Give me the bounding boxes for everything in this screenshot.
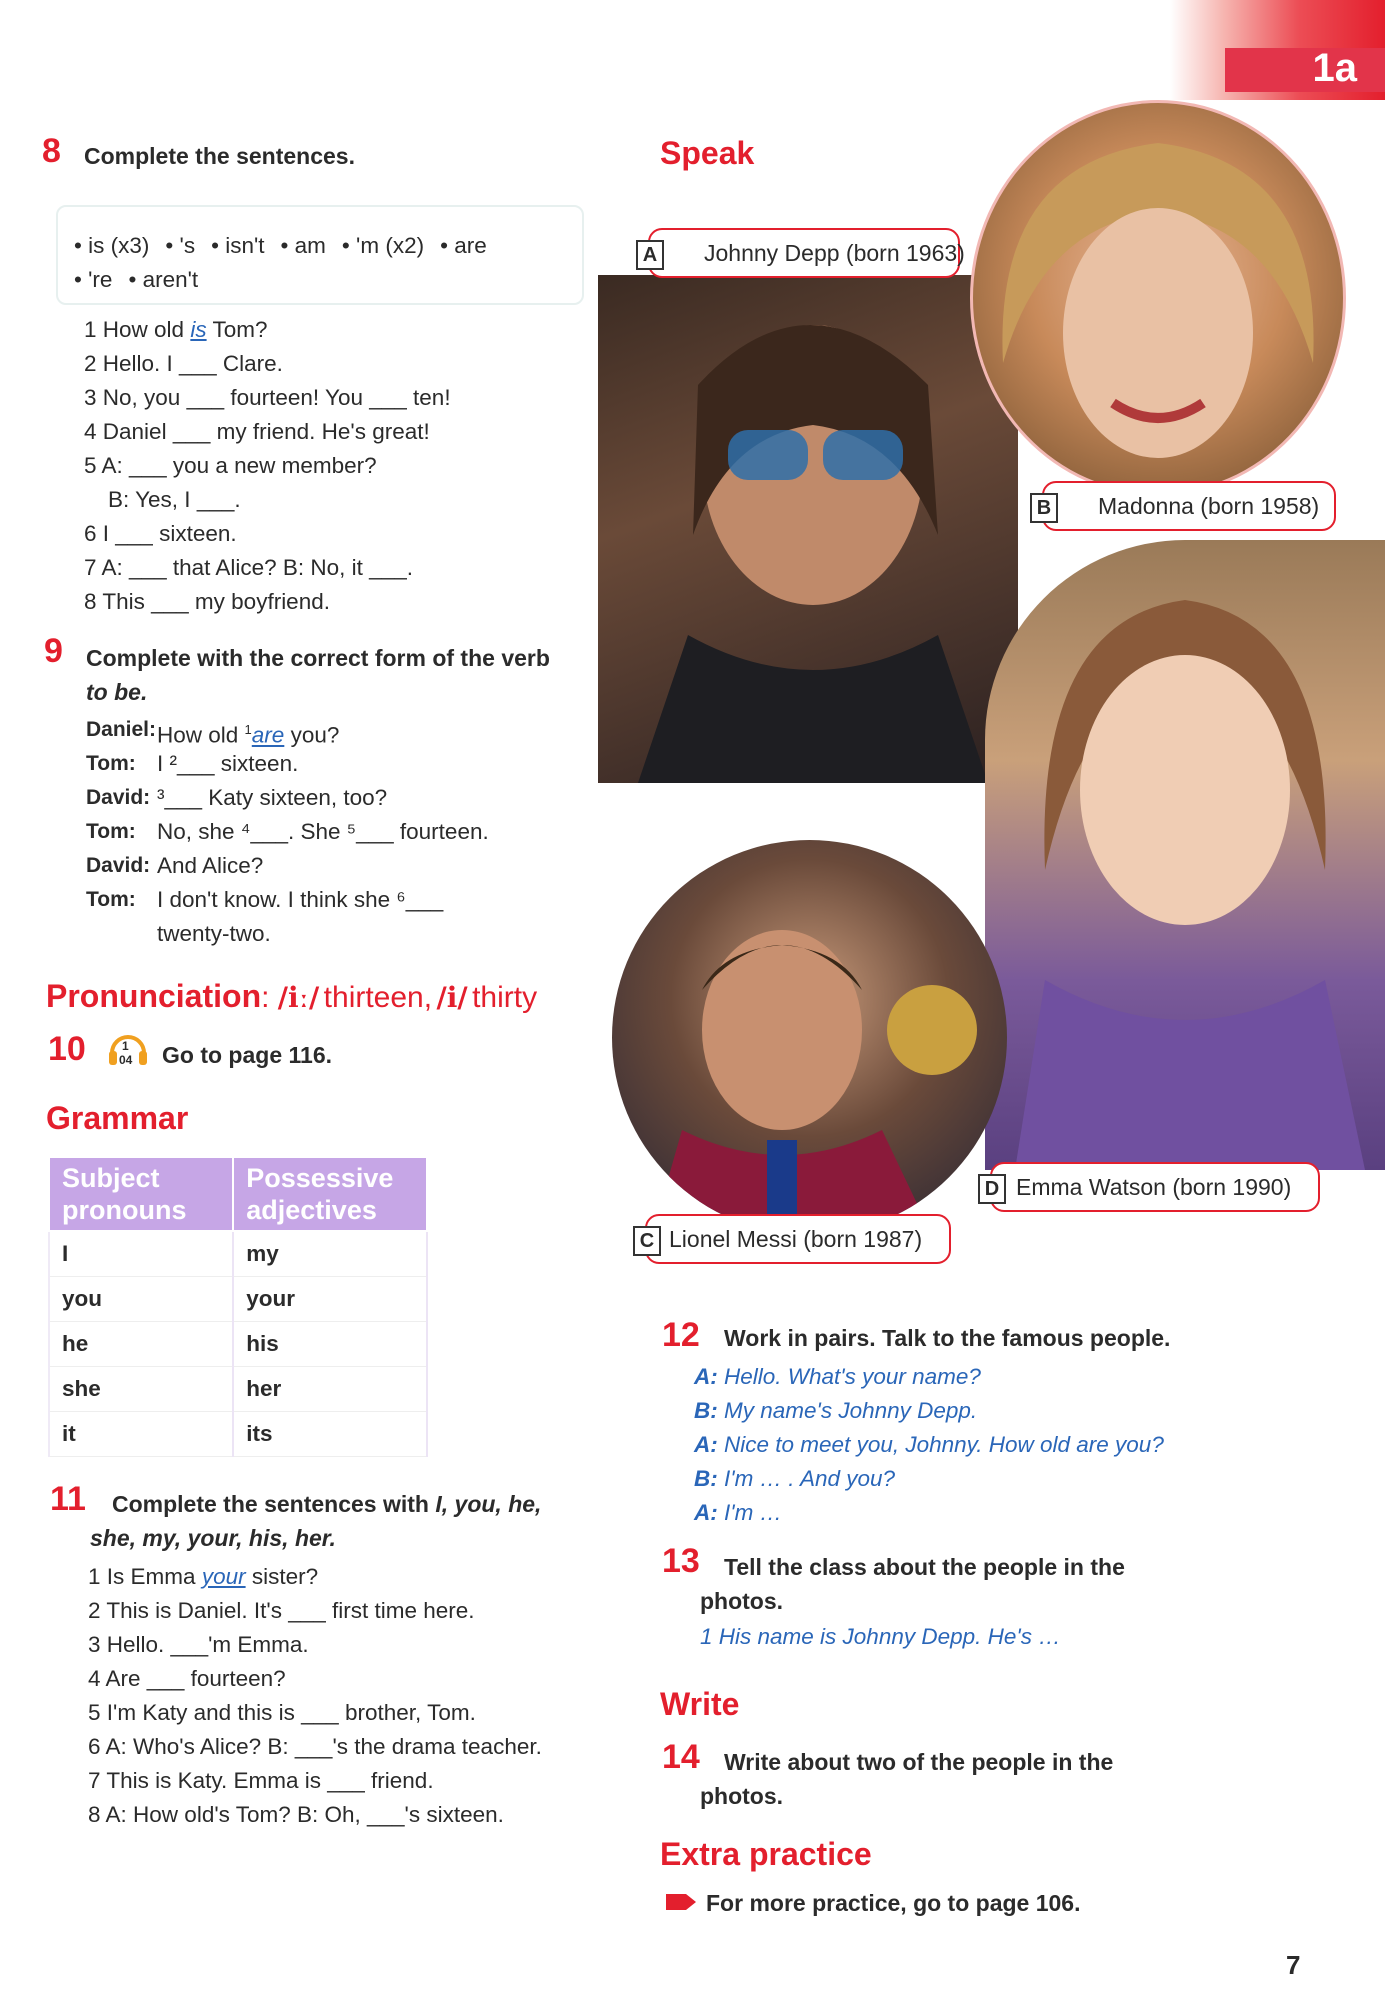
table-header-row (49, 1157, 427, 1231)
photo-key: C (633, 1226, 661, 1256)
ex9-number: 9 (44, 632, 63, 670)
example-answer: is (190, 317, 207, 342)
photo-key: B (1030, 493, 1058, 523)
line-text: And Alice? (157, 853, 264, 878)
item-text: A: How old's Tom? B: Oh, ___'s sixteen. (105, 1802, 504, 1827)
ex11-item (88, 1764, 598, 1798)
ex9-dialog (86, 713, 586, 951)
item-text: Tom? (212, 317, 268, 342)
table-row (49, 1322, 427, 1367)
table-cell: he (49, 1322, 233, 1367)
ex11-items (88, 1560, 598, 1832)
superscript: 1 (244, 722, 252, 737)
speaker: A: (694, 1432, 718, 1457)
item-text: How old (102, 317, 185, 342)
photo-emma-watson (985, 540, 1385, 1170)
photo-label-b (1036, 481, 1336, 531)
table-cell: his (233, 1322, 427, 1367)
ex13-example: 1 His name is Johnny Depp. He's … (700, 1624, 1061, 1649)
line-text: My name's Johnny Depp. (724, 1398, 978, 1423)
ex12-instruction: Work in pairs. Talk to the famous people. (724, 1325, 1171, 1351)
ex8-item (84, 483, 564, 517)
ex8-item (84, 313, 564, 347)
speaker: B: (694, 1466, 718, 1491)
ex11-number: 11 (50, 1480, 86, 1518)
ex11-item (88, 1696, 598, 1730)
photo-caption: Emma Watson (born 1990) (1016, 1174, 1292, 1200)
item-text: B: Yes, I ___. (108, 487, 241, 512)
item-number: 1 (84, 317, 97, 342)
example-answer: are (251, 722, 285, 748)
ex12-number: 12 (662, 1316, 700, 1354)
photo-key: D (978, 1174, 1006, 1204)
item-text: This is Daniel. It's ___ first time here. (106, 1598, 475, 1623)
dialog-line (694, 1462, 1254, 1496)
word: • aren't (128, 267, 199, 292)
table-cell: it (49, 1412, 233, 1457)
ex8-items (84, 313, 564, 619)
item-text: A: ___ that Alice? B: No, it ___. (101, 555, 413, 580)
ipa-symbol: /i/ (436, 981, 468, 1014)
item-number: 2 (88, 1598, 101, 1623)
item-number: 7 (88, 1768, 101, 1793)
speaker: A: (694, 1500, 718, 1525)
write-title: Write (660, 1686, 740, 1722)
ex8-instruction: Complete the sentences. (84, 143, 355, 169)
item-number: 8 (84, 589, 97, 614)
item-number: 7 (84, 555, 97, 580)
item-number: 3 (88, 1632, 101, 1657)
ex11-item (88, 1730, 598, 1764)
item-text: This ___ my boyfriend. (102, 589, 330, 614)
instruction-italic: I, you, he, she, my, your, his, her. (90, 1491, 542, 1551)
line-text: ³___ Katy sixteen, too? (157, 785, 388, 810)
ex11-item (88, 1594, 598, 1628)
item-number: 3 (84, 385, 97, 410)
ex9-instruction (86, 641, 596, 709)
speaker: David: (86, 786, 151, 809)
line-text: twenty-two. (157, 921, 271, 946)
instruction-text: Complete with the correct form of the verb (86, 645, 550, 671)
audio-icon[interactable] (106, 1027, 150, 1071)
item-text: Is Emma (106, 1564, 196, 1589)
text: you? (284, 722, 340, 748)
item-text: A: ___ you a new member? (101, 453, 377, 478)
extra-practice-link[interactable]: For more practice, go to page 106. (706, 1890, 1081, 1916)
item-text: sister? (251, 1564, 319, 1589)
item-number: 5 (88, 1700, 101, 1725)
dialog-line (86, 849, 586, 883)
example-word: thirteen, (323, 981, 433, 1014)
table-header: Possessive adjectives (233, 1157, 427, 1231)
line-text: Hello. What's your name? (724, 1364, 981, 1389)
ex8-item (84, 517, 564, 551)
ex13-instruction: Tell the class about the people in the photos. (700, 1554, 1125, 1614)
ex8-item (84, 381, 564, 415)
word: • is (x3) (74, 233, 150, 258)
line-text: Nice to meet you, Johnny. How old are you? (724, 1432, 1164, 1457)
word: • 's (165, 233, 196, 258)
word-box (56, 205, 584, 305)
ipa-symbol: /iː/ (277, 981, 320, 1014)
page-number: 7 (1286, 1950, 1301, 1980)
photo-caption: Madonna (born 1958) (1098, 493, 1320, 519)
instruction-text: Complete the sentences with (112, 1491, 429, 1517)
ex8-item (84, 585, 564, 619)
item-text: I'm Katy and this is ___ brother, Tom. (106, 1700, 476, 1725)
photo-caption: Lionel Messi (born 1987) (669, 1226, 923, 1252)
item-text: This is Katy. Emma is ___ friend. (106, 1768, 434, 1793)
speaker: David: (86, 854, 151, 877)
speaker: Tom: (86, 820, 136, 843)
item-number: 1 (88, 1564, 101, 1589)
word: • isn't (211, 233, 265, 258)
line-text: I ²___ sixteen. (157, 751, 299, 776)
table-row (49, 1367, 427, 1412)
item-text: Are ___ fourteen? (105, 1666, 286, 1691)
dialog-line (86, 747, 586, 781)
line-text: I'm … . And you? (724, 1466, 896, 1491)
table-cell: its (233, 1412, 427, 1457)
ex14-number: 14 (662, 1738, 700, 1776)
extra-practice-title: Extra practice (660, 1836, 872, 1872)
item-text: Daniel ___ my friend. He's great! (102, 419, 430, 444)
speaker: Daniel: (86, 718, 157, 741)
item-text: Hello. I ___ Clare. (102, 351, 283, 376)
ex8-item (84, 415, 564, 449)
dialog-line (86, 883, 586, 917)
ex8-item (84, 347, 564, 381)
pronunciation-heading: Pronunciation: /iː/ thirteen, /i/ thirty (46, 978, 538, 1014)
table-cell: her (233, 1367, 427, 1412)
table-cell: I (49, 1231, 233, 1277)
ex13-number: 13 (662, 1542, 700, 1580)
speaker: Tom: (86, 752, 136, 775)
example-word: thirty (472, 981, 538, 1014)
photo-madonna (970, 100, 1346, 496)
table-row (49, 1277, 427, 1322)
unit-tab (1170, 0, 1385, 100)
dialog-line (694, 1360, 1254, 1394)
item-text: No, you ___ fourteen! You ___ ten! (102, 385, 451, 410)
table-cell: my (233, 1231, 427, 1277)
photo-label-d (984, 1162, 1320, 1212)
dialog-line (86, 917, 586, 951)
item-number: 6 (84, 521, 97, 546)
ex11-item (88, 1662, 598, 1696)
photo-key: A (636, 240, 664, 270)
item-number: 6 (88, 1734, 101, 1759)
ex12-dialog (694, 1360, 1254, 1530)
ex11-item (88, 1798, 598, 1832)
item-text: I ___ sixteen. (102, 521, 237, 546)
section-title: Pronunciation (46, 978, 262, 1014)
dialog-line (694, 1496, 1254, 1530)
item-text: Hello. ___'m Emma. (106, 1632, 309, 1657)
speak-title: Speak (660, 135, 755, 171)
photo-johnny-depp (598, 275, 1018, 783)
word: • am (280, 233, 326, 258)
ex11-item (88, 1628, 598, 1662)
dialog-line (694, 1428, 1254, 1462)
ex8-item (84, 551, 564, 585)
dialog-line (86, 713, 586, 747)
ex10-number: 10 (48, 1030, 86, 1068)
word: • 'm (x2) (341, 233, 425, 258)
line-text: I don't know. I think she ⁶___ (157, 887, 444, 912)
line-text: No, she ⁴___. She ⁵___ fourteen. (157, 819, 489, 844)
ex11-item (88, 1560, 598, 1594)
table-row (49, 1412, 427, 1457)
item-number: 2 (84, 351, 97, 376)
line-text: I'm … (724, 1500, 783, 1525)
dialog-line (86, 781, 586, 815)
unit-tab-bar (1225, 48, 1385, 92)
table-row (49, 1231, 427, 1277)
text: How old (157, 722, 245, 748)
photo-label-a (642, 228, 965, 278)
speaker: A: (694, 1364, 718, 1389)
item-number: 4 (88, 1666, 101, 1691)
table-header: Subject pronouns (49, 1157, 233, 1231)
table-cell: you (49, 1277, 233, 1322)
instruction-italic: to be. (86, 679, 148, 705)
unit-label: 1a (1312, 46, 1357, 90)
photo-caption: Johnny Depp (born 1963) (704, 240, 965, 266)
grammar-table (48, 1156, 428, 1457)
item-number: 4 (84, 419, 97, 444)
speaker: Tom: (86, 888, 136, 911)
item-text: A: Who's Alice? B: ___'s the drama teacher. (105, 1734, 542, 1759)
table-cell: your (233, 1277, 427, 1322)
grammar-title: Grammar (46, 1100, 189, 1136)
example-answer: your (201, 1564, 246, 1589)
word: • 're (74, 267, 113, 292)
ex11-instruction (90, 1487, 590, 1555)
ex8-number: 8 (42, 132, 61, 170)
ex8-item (84, 449, 564, 483)
audio-track-top: 1 (122, 1039, 129, 1053)
ex10-instruction: Go to page 116. (162, 1042, 332, 1068)
arrow-icon (666, 1890, 698, 1914)
photo-label-c (639, 1214, 951, 1264)
ex14-instruction: Write about two of the people in the photos. (700, 1749, 1114, 1809)
item-number: 5 (84, 453, 97, 478)
dialog-line (694, 1394, 1254, 1428)
dialog-line (86, 815, 586, 849)
speaker: B: (694, 1398, 718, 1423)
table-cell: she (49, 1367, 233, 1412)
word: • are (440, 233, 487, 258)
photo-lionel-messi (612, 840, 1007, 1235)
item-number: 8 (88, 1802, 101, 1827)
audio-track-bottom: 04 (119, 1053, 133, 1067)
